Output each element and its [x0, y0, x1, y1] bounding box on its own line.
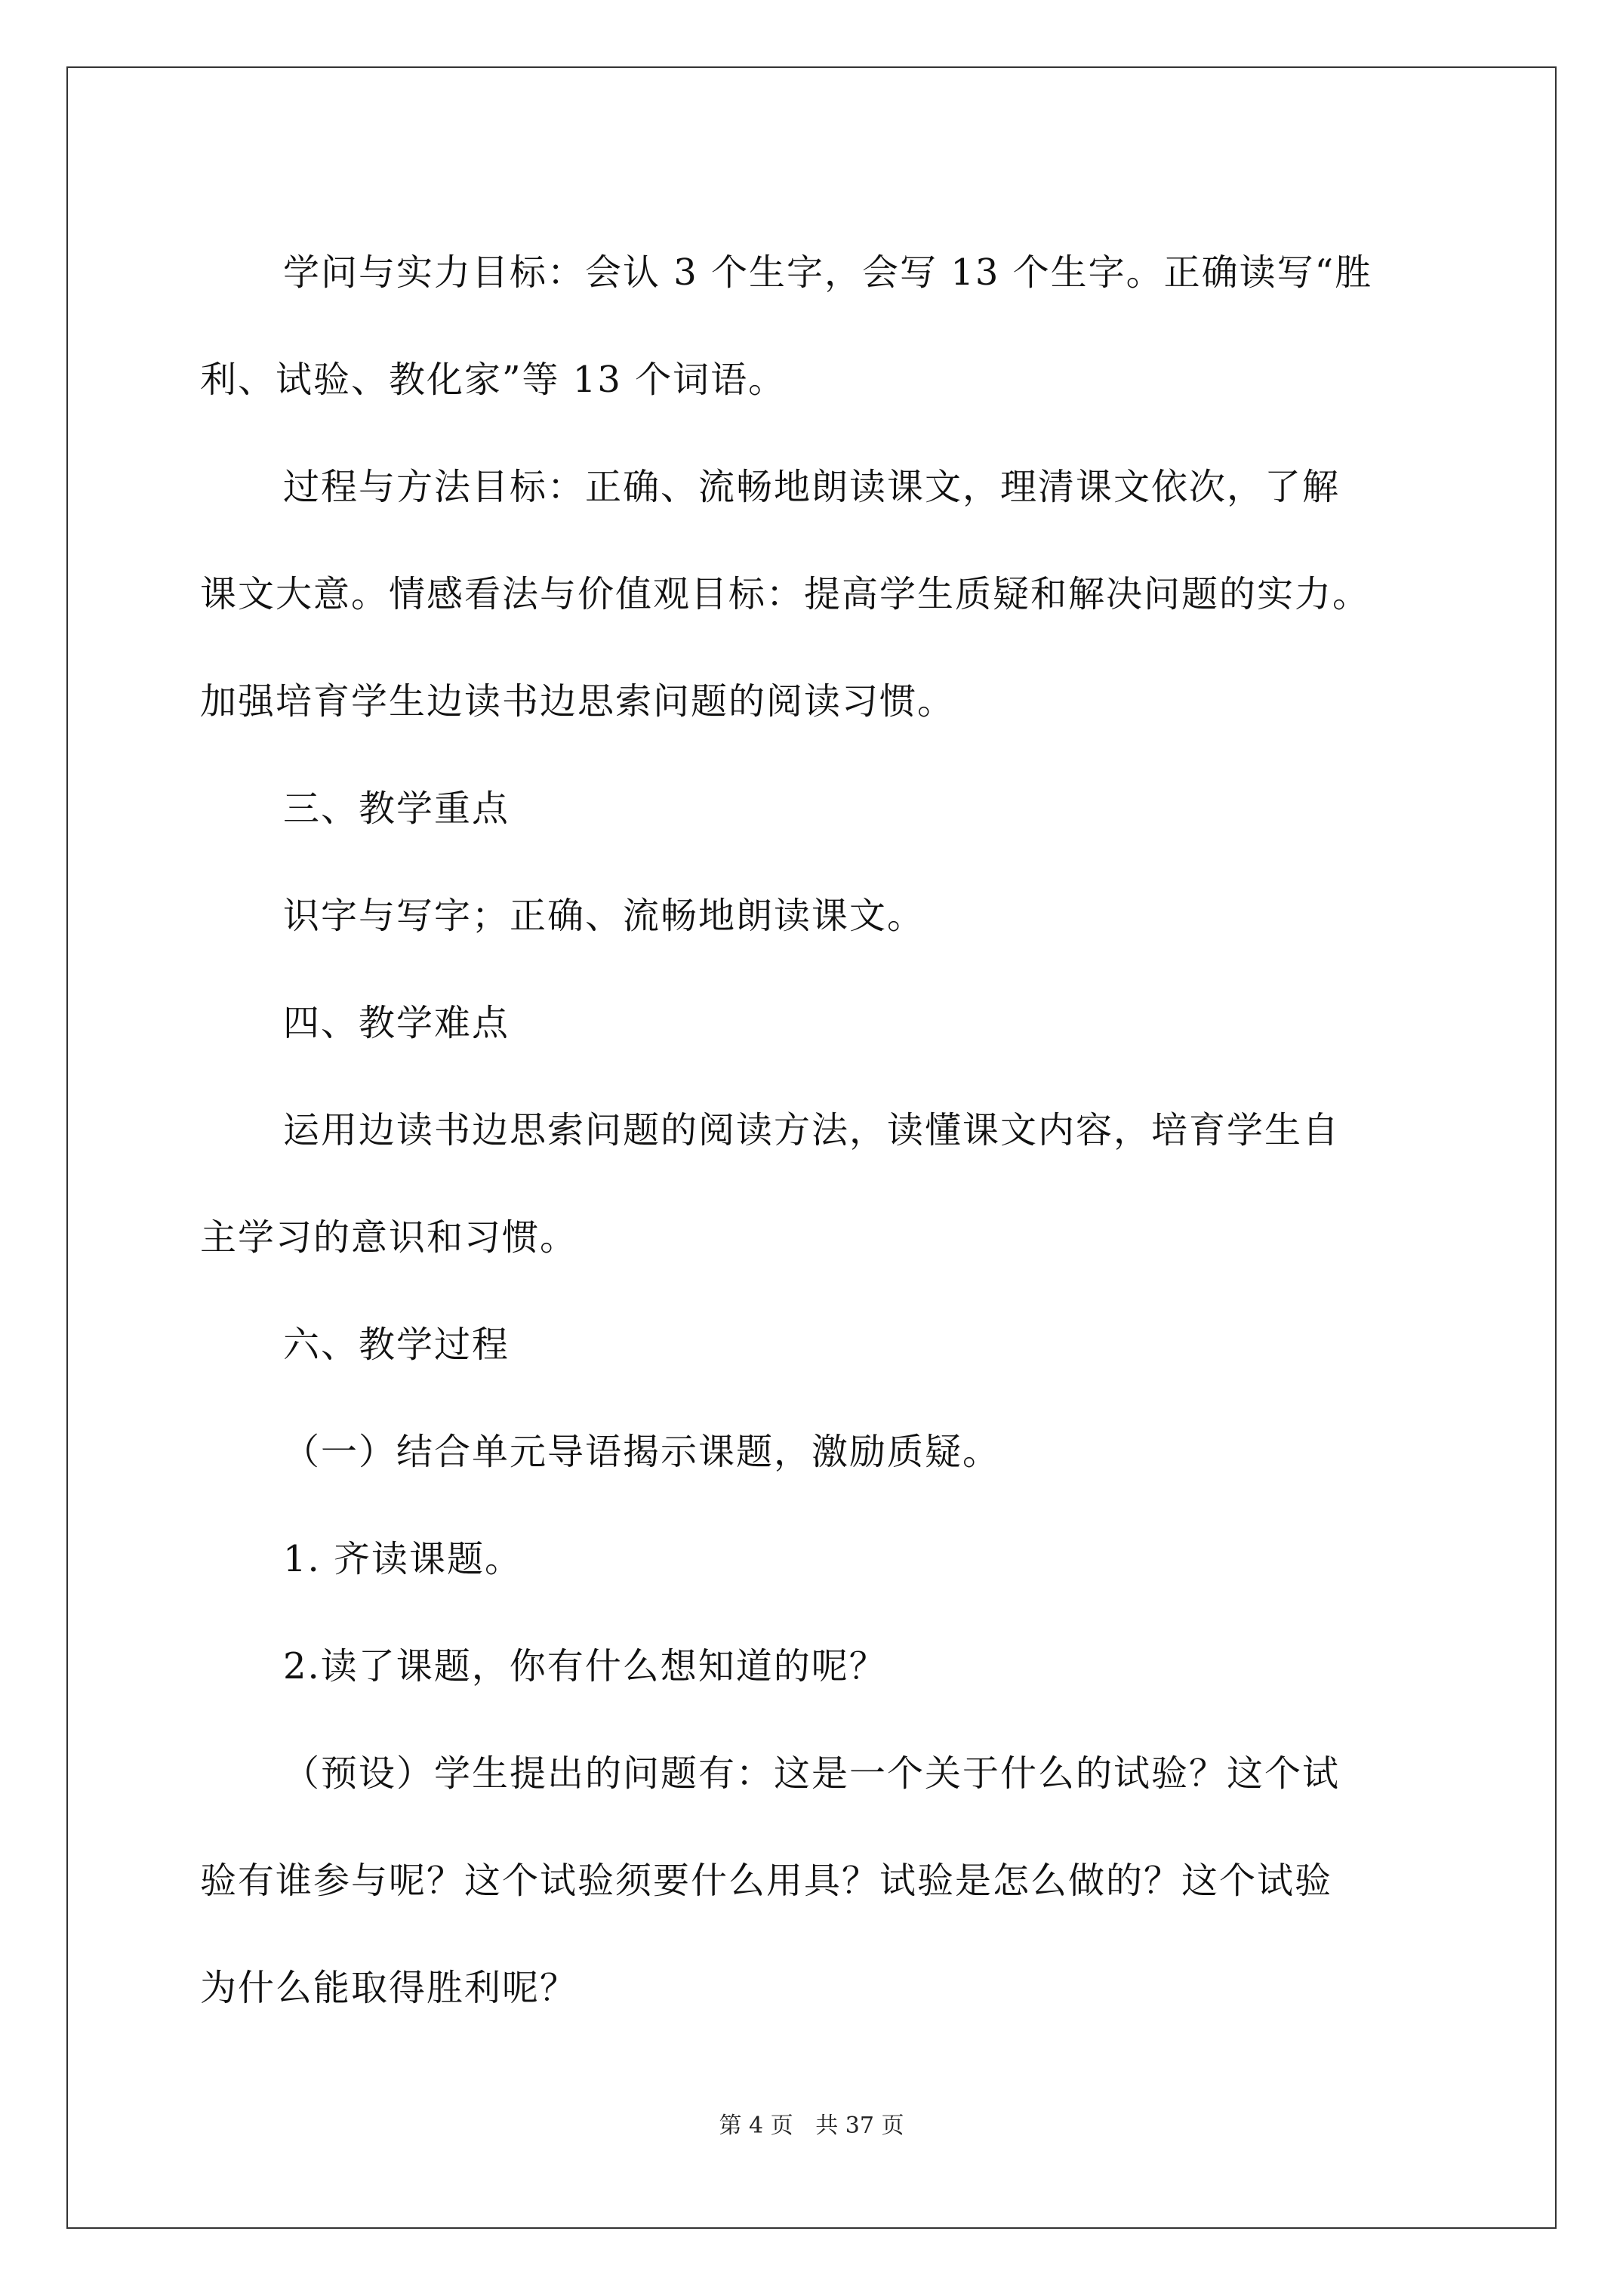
paragraph-knowledge-goal: [200, 219, 1438, 433]
heading-teaching-difficulty: [200, 969, 1438, 1077]
paragraph-line: 主学习的意识和习惯。: [200, 1216, 578, 1259]
paragraph-line: 识字与写字；正确、流畅地朗读课文。: [283, 895, 925, 937]
paragraph-line: 运用边读书边思索问题的阅读方法，读懂课文内容，培育学生自: [283, 1109, 1341, 1151]
paragraph-line: 为什么能取得胜利呢？: [200, 1967, 578, 2009]
paragraph-line: （预设）学生提出的问题有：这是一个关于什么的试验？这个试: [283, 1752, 1341, 1795]
paragraph-line: 验有谁参与呢？这个试验须要什么用具？试验是怎么做的？这个试验: [200, 1860, 1333, 1902]
page-total: 共 37 页: [815, 2113, 904, 2139]
section-heading: 三、教学重点: [283, 787, 510, 830]
paragraph-line: 利、试验、教化家”等 13 个词语。: [200, 359, 787, 401]
paragraph-line: 过程与方法目标：正确、流畅地朗读课文，理清课文依次，了解: [283, 466, 1341, 508]
paragraph-teaching-focus: [200, 862, 1438, 969]
list-item: 1. 齐读课题。: [283, 1538, 523, 1580]
section-heading: 六、教学过程: [283, 1324, 510, 1366]
heading-teaching-process: [200, 1291, 1438, 1398]
paragraph-line: 加强培育学生边读书边思索问题的阅读习惯。: [200, 680, 956, 723]
document-body: [200, 219, 1438, 2042]
page-footer: [0, 2106, 1623, 2140]
subheading-unit-intro: [200, 1398, 1438, 1505]
paragraph-teaching-difficulty: [200, 1077, 1438, 1291]
paragraph-line: 课文大意。情感看法与价值观目标：提高学生质疑和解决问题的实力。: [200, 573, 1371, 615]
heading-teaching-focus: [200, 755, 1438, 862]
paragraph-preset-questions: [200, 1720, 1438, 2042]
page-number: 第 4 页: [719, 2113, 793, 2139]
subsection-heading: （一）结合单元导语揭示课题，激励质疑。: [283, 1431, 1001, 1473]
list-item: 2.读了课题，你有什么想知道的呢？: [283, 1645, 887, 1687]
step-read-title: [200, 1505, 1438, 1613]
section-heading: 四、教学难点: [283, 1002, 510, 1044]
paragraph-line: 学问与实力目标：会认 3 个生字，会写 13 个生字。正确读写“胜: [283, 251, 1373, 294]
step-question: [200, 1613, 1438, 1720]
paragraph-process-goal: [200, 433, 1438, 755]
